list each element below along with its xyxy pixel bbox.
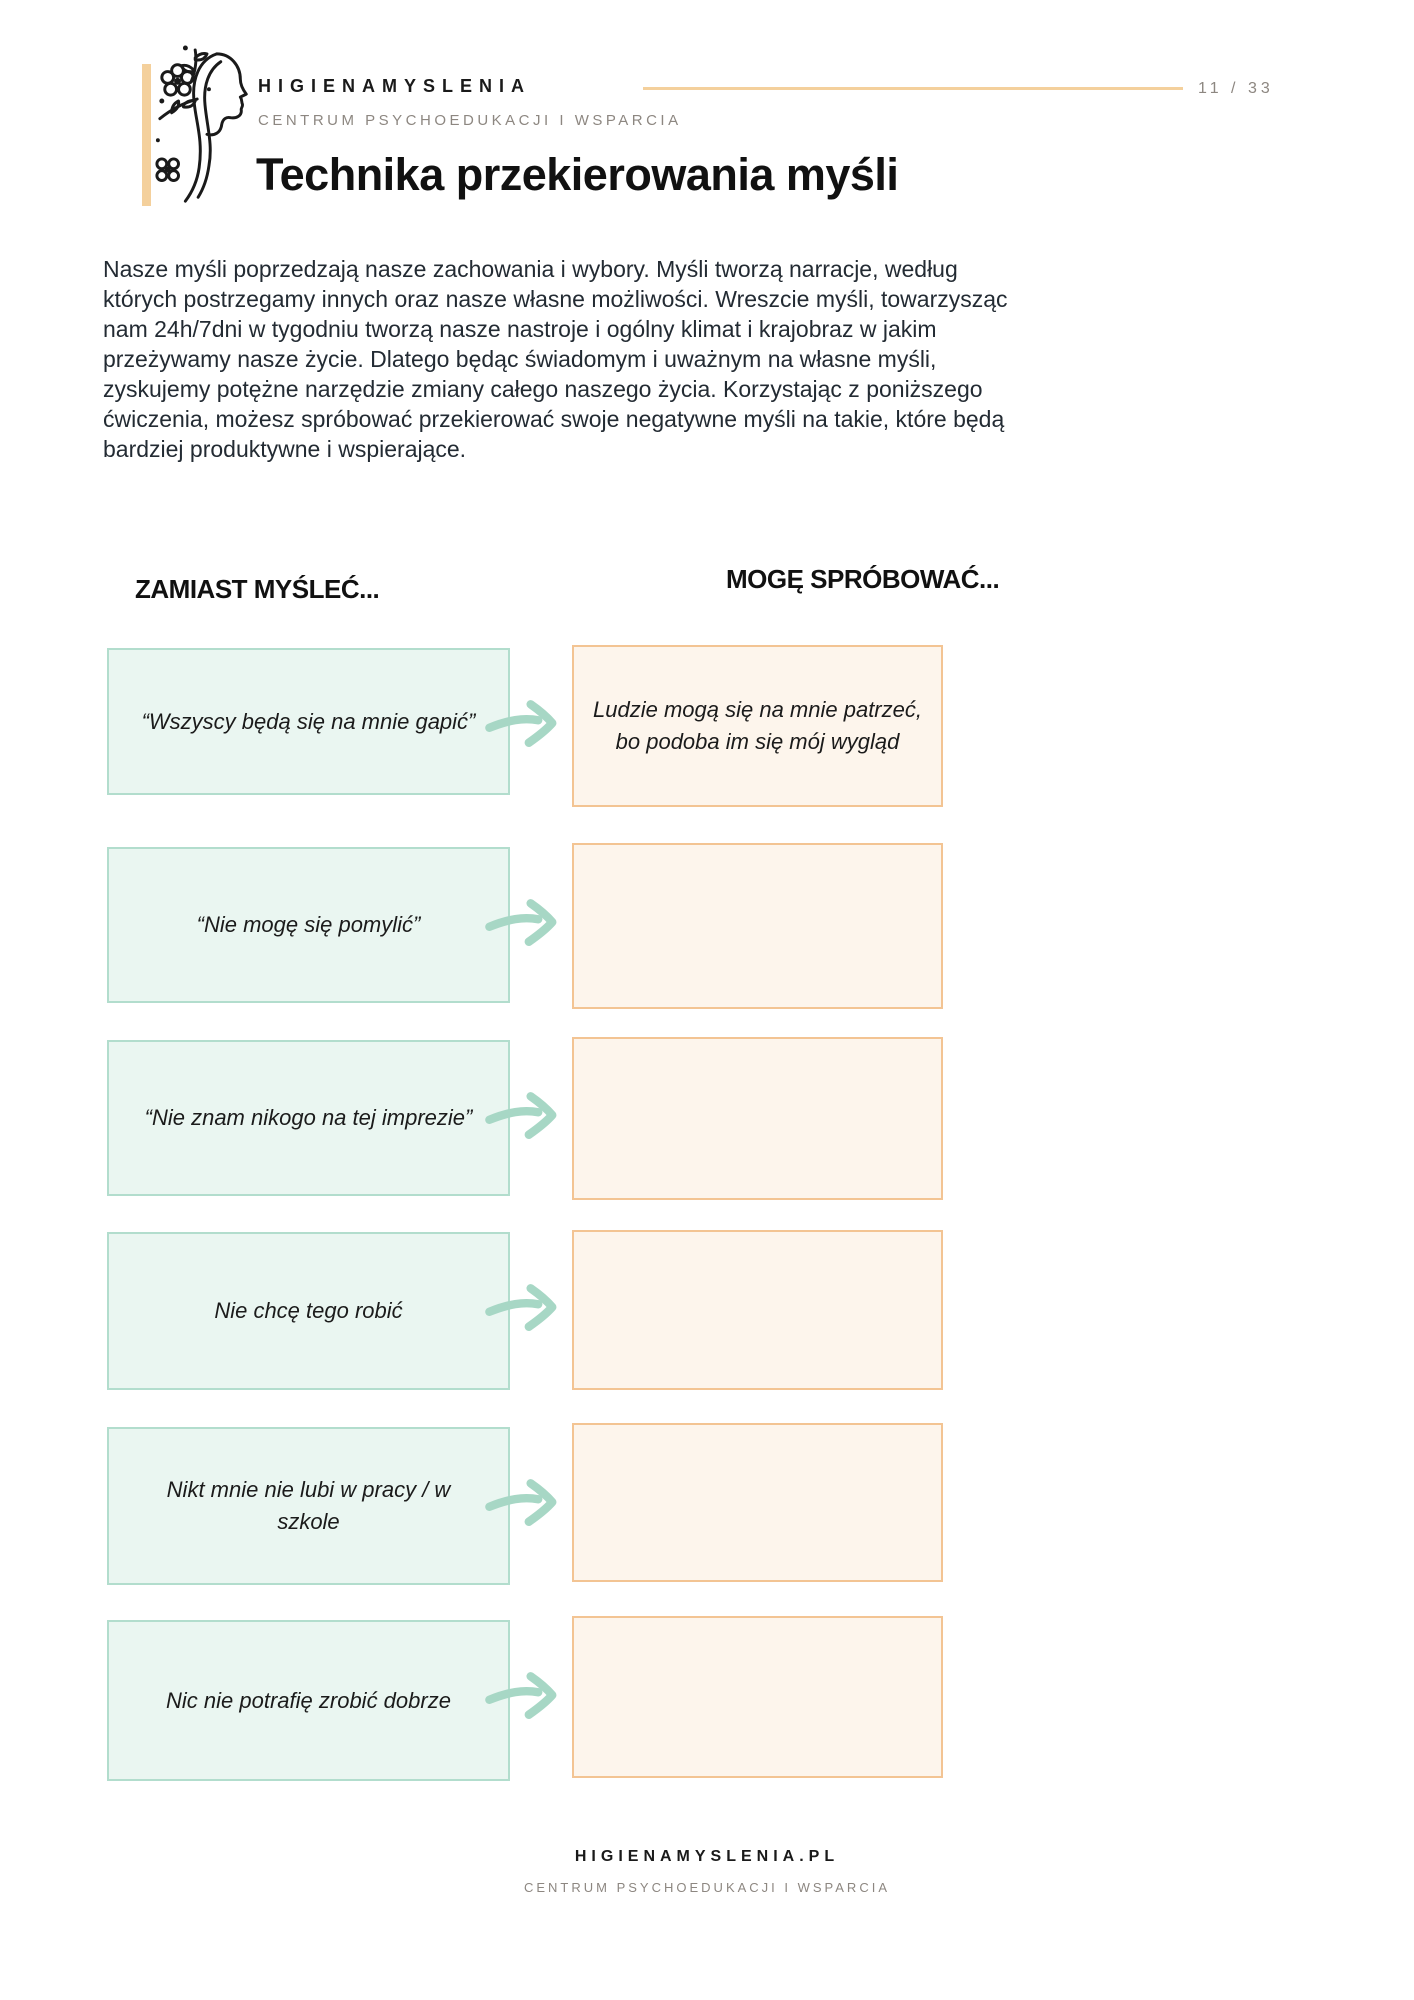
header-divider [643,87,1183,90]
negative-thought-box [107,648,510,795]
column-header-try: MOGĘ SPRÓBOWAĆ... [726,564,1000,594]
brand-name: HIGIENAMYSLENIA [258,76,532,96]
negative-thought-box [107,1232,510,1390]
footer-subtitle: CENTRUM PSYCHOEDUKACJI I WSPARCIA [523,1880,890,1895]
negative-thought-box [107,1427,510,1585]
negative-thought-box [107,847,510,1003]
reframed-thought-text: Ludzie mogą się na mnie patrzeć, bo podoba im się mój wygląd [593,697,922,754]
reframed-thought-box[interactable] [572,1423,943,1582]
negative-thought-box [107,1040,510,1196]
page-number: 11 / 33 [1198,80,1274,97]
brand-subtitle: CENTRUM PSYCHOEDUKACJI I WSPARCIA [258,112,682,129]
negative-thought-text: “Wszyscy będą się na mnie gapić” [141,708,476,734]
footer-site: HIGIENAMYSLENIA.PL [574,1848,840,1865]
arrow-right-icon [482,1278,570,1338]
negative-thought-text: Nie chcę tego robić [214,1298,403,1323]
negative-thought-text: Nic nie potrafię zrobić dobrze [166,1687,451,1713]
reframed-thought-box[interactable] [572,1616,943,1778]
arrow-right-icon [482,1086,570,1146]
intro-paragraph: Nasze myśli poprzedzają nasze zachowania i wybory. Myśli tworzą narracje, według których postrzegamy innych oraz nasze własne możliwości. Wreszcie myśli, towarzysząc nam 24h/7dni w tygodniu tworzą nasze nastroje i ogólny klimat i krajobraz w jakim przeżywamy nasze życie. Dlatego będąc świadomym i uważnym na własne myśli, zyskujemy potężne narzędzie zmiany całego naszego życia. Korzystając z poniższego ćwiczenia, możesz spróbować przekierować swoje negatywne myśli na takie, które będą bardziej produktywne i wspierające. [103,256,1008,462]
page-title: Technika przekierowania myśli [256,149,899,200]
woman-face-with-flowers-icon [152,42,260,214]
arrow-right-icon [482,1473,570,1533]
negative-thought-text: “Nie mogę się pomylić” [196,912,421,937]
reframed-thought-box[interactable] [572,1037,943,1200]
negative-thought-text: “Nie znam nikogo na tej imprezie” [144,1105,473,1130]
reframed-thought-box[interactable] [572,843,943,1009]
column-header-instead: ZAMIAST MYŚLEĆ... [135,574,380,604]
reframed-thought-box[interactable] [572,1230,943,1390]
negative-thought-text: Nikt mnie nie lubi w pracy / w szkole [166,1477,451,1534]
accent-bar [142,64,151,206]
negative-thought-box [107,1620,510,1781]
arrow-right-icon [482,694,570,754]
reframed-thought-box[interactable] [572,645,943,807]
arrow-right-icon [482,1666,570,1726]
arrow-right-icon [482,893,570,953]
